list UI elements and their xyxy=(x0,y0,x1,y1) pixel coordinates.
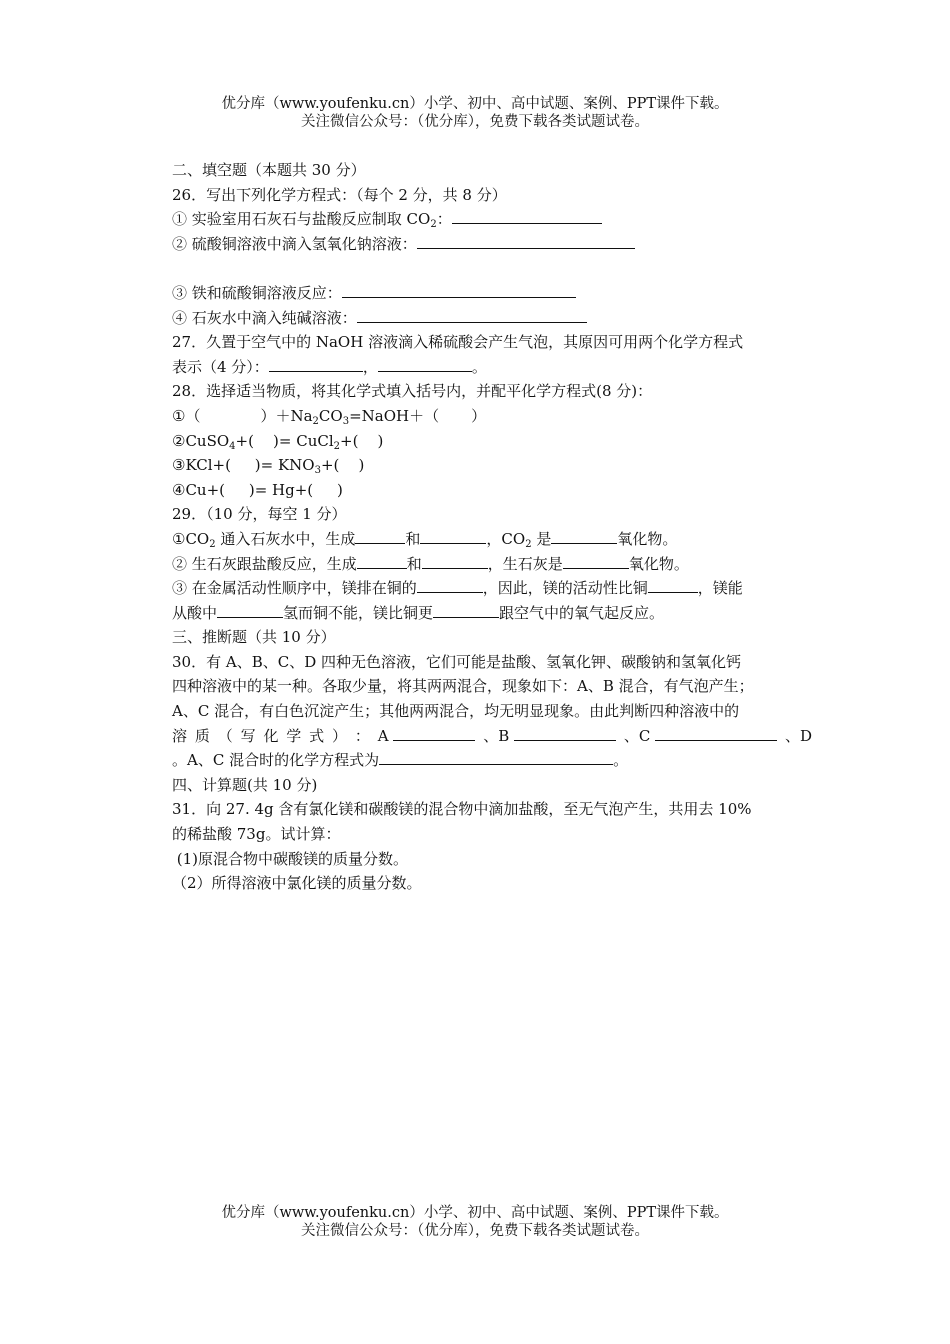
q29-text: ，因此，镁的活动性比铜 xyxy=(482,579,648,598)
q30-text: 。 xyxy=(613,751,629,770)
q31-part-1: (1)原混合物中碳酸镁的质量分数。 xyxy=(172,849,409,868)
q30-char: 学 xyxy=(286,726,302,745)
q26-stem: 26．写出下列化学方程式：（每个 2 分，共 8 分） xyxy=(172,185,507,204)
q27-line-2-text: 表示（4 分）： xyxy=(172,357,269,376)
q29-text: 和 xyxy=(406,554,422,573)
spacer xyxy=(172,256,812,281)
q30-line-2: 四种溶液中的某一种。各取少量，将其两两混合，现象如下：A、B 混合，有气泡产生； xyxy=(172,677,754,696)
page-footer xyxy=(0,1204,950,1240)
q29-line-2 xyxy=(172,552,812,577)
eq-text: ②CuSO xyxy=(172,431,230,450)
q31-part-2: （2）所得溶液中氯化镁的质量分数。 xyxy=(172,874,422,893)
q29-line-4 xyxy=(172,601,812,626)
section-2-title: 二、填空题（本题共 30 分） xyxy=(172,161,366,179)
eq-text: ①（ xyxy=(172,406,201,425)
header-line-1: 优分库（www.youfenku.cn）小学、初中、高中试题、案例、PPT课件下载。 xyxy=(221,96,729,112)
answer-blank[interactable] xyxy=(422,553,488,569)
q30-char: （ xyxy=(217,726,233,745)
q30-label-d: 、D xyxy=(784,726,812,745)
q29-text: 是 xyxy=(531,529,552,548)
eq-text: ）＋Na xyxy=(260,406,313,425)
q29-stem: 29．（10 分，每空 1 分） xyxy=(172,505,347,524)
q30-line-5 xyxy=(172,748,812,773)
answer-blank[interactable] xyxy=(563,553,629,569)
q30-char: 质 xyxy=(194,726,210,745)
q29-text: ①CO xyxy=(172,529,210,548)
q30-char: 写 xyxy=(240,726,256,745)
answer-blank[interactable] xyxy=(342,282,576,298)
q31-line-1: 31．向 27. 4g 含有氯化镁和碳酸镁的混合物中滴加盐酸，至无气泡产生，共用去 10% xyxy=(172,800,752,819)
q29-sub: 2 xyxy=(209,538,216,550)
q30-line-4 xyxy=(172,724,812,749)
q27-line-2 xyxy=(172,355,812,380)
q30-answer-c xyxy=(624,724,777,749)
answer-blank[interactable] xyxy=(417,577,483,593)
q30-line-3: A、C 混合，有白色沉淀产生；其他两两混合，均无明显现象。由此判断四种溶液中的 xyxy=(172,702,740,721)
answer-blank[interactable] xyxy=(379,749,613,765)
q29-text: 和 xyxy=(405,529,421,548)
answer-blank[interactable] xyxy=(357,307,587,323)
q29-text: 通入石灰水中，生成 xyxy=(215,529,356,548)
section-3-title: 三、推断题（共 10 分） xyxy=(172,628,336,647)
q28-stem: 28．选择适当物质，将其化学式填入括号内，并配平化学方程式(8 分)： xyxy=(172,382,653,401)
q29-line-3 xyxy=(172,576,812,601)
q29-text: ② 生石灰跟盐酸反应，生成 xyxy=(172,554,357,573)
eq-sub: 2 xyxy=(312,415,319,427)
answer-blank[interactable] xyxy=(655,725,777,741)
q30-label-b: 、B xyxy=(483,726,510,745)
q26-item-1-text: ① 实验室用石灰石与盐酸反应制取 CO xyxy=(172,210,431,229)
eq-text: ③KCl+( )= KNO xyxy=(172,456,315,475)
q26-item-4-text: ④ 石灰水中滴入纯碱溶液： xyxy=(172,308,357,327)
eq-text: CO xyxy=(318,406,343,425)
q26-item-3-text: ③ 铁和硫酸铜溶液反应： xyxy=(172,283,342,302)
footer-line-2: 关注微信公众号：（优分库），免费下载各类试题试卷。 xyxy=(301,1223,649,1239)
q27-sep: ， xyxy=(362,357,378,376)
q30-char: 化 xyxy=(263,726,279,745)
q30-char: ： xyxy=(354,726,370,745)
q29-text: ，生石灰是 xyxy=(487,554,563,573)
eq-sub: 4 xyxy=(229,440,236,452)
q30-label-c: 、C xyxy=(623,726,651,745)
q29-sub: 2 xyxy=(525,538,532,550)
q30-char: 式 xyxy=(309,726,325,745)
exam-content xyxy=(172,158,812,896)
q29-line-1 xyxy=(172,527,812,552)
q30-char: 溶 xyxy=(172,726,188,745)
eq-text: +( ) xyxy=(320,456,365,475)
q30-text: 。A、C 混合时的化学方程式为 xyxy=(172,751,380,770)
q29-text: ，镁能 xyxy=(697,579,743,598)
q27-end: 。 xyxy=(471,357,487,376)
answer-blank[interactable] xyxy=(433,602,499,618)
q26-item-1-end: ： xyxy=(436,210,452,229)
q30-label-a: A xyxy=(377,726,389,745)
answer-blank[interactable] xyxy=(551,528,617,544)
answer-blank[interactable] xyxy=(393,725,475,741)
q28-equation-1 xyxy=(172,404,812,429)
q29-text: 氧化物。 xyxy=(617,529,678,548)
eq-text: =NaOH＋（ xyxy=(349,406,440,425)
q29-text: ③ 在金属活动性顺序中，镁排在铜的 xyxy=(172,579,417,598)
q30-answer-a xyxy=(378,724,476,749)
q28-equation-3 xyxy=(172,453,812,478)
q26-item-2-text: ② 硫酸铜溶液中滴入氢氧化钠溶液： xyxy=(172,234,417,253)
answer-blank[interactable] xyxy=(378,356,472,372)
q29-text: 跟空气中的氧气起反应。 xyxy=(499,603,665,622)
answer-blank[interactable] xyxy=(269,356,363,372)
eq-sub: 3 xyxy=(342,415,350,427)
eq-sub: 2 xyxy=(333,440,341,452)
header-line-2: 关注微信公众号：（优分库），免费下载各类试题试卷。 xyxy=(301,114,649,130)
q30-answer-b xyxy=(483,724,616,749)
q29-text: 从酸中 xyxy=(172,603,218,622)
q28-equation-2 xyxy=(172,429,812,454)
eq-sub: 3 xyxy=(314,465,321,477)
q29-text: ，CO xyxy=(486,529,526,548)
q31-line-2: 的稀盐酸 73g。试计算： xyxy=(172,825,341,844)
eq-text: ） xyxy=(471,406,487,425)
q26-item-3 xyxy=(172,281,812,306)
answer-blank[interactable] xyxy=(355,528,405,544)
page-header xyxy=(0,95,950,131)
q30-char: ） xyxy=(332,726,348,745)
answer-blank[interactable] xyxy=(217,602,283,618)
q29-text: 氧化物。 xyxy=(628,554,689,573)
section-4-title: 四、计算题(共 10 分) xyxy=(172,775,318,794)
q30-line-1: 30．有 A、B、C、D 四种无色溶液，它们可能是盐酸、氢氧化钾、碳酸钠和氢氧化钙 xyxy=(172,652,741,671)
footer-line-1: 优分库（www.youfenku.cn）小学、初中、高中试题、案例、PPT课件下载。 xyxy=(221,1205,729,1221)
answer-blank[interactable] xyxy=(420,528,486,544)
eq-text: +( )= CuCl xyxy=(235,431,334,450)
answer-blank[interactable] xyxy=(514,725,616,741)
answer-blank[interactable] xyxy=(452,208,602,224)
q26-item-1-sub: 2 xyxy=(430,219,437,231)
q28-equation-4: ④Cu+( )= Hg+( ) xyxy=(172,480,343,499)
q26-item-1 xyxy=(172,207,812,232)
q29-text: 氢而铜不能，镁比铜更 xyxy=(283,603,434,622)
answer-blank[interactable] xyxy=(357,553,407,569)
answer-blank[interactable] xyxy=(417,233,635,249)
q27-line-1: 27．久置于空气中的 NaOH 溶液滴入稀硫酸会产生气泡，其原因可用两个化学方程式 xyxy=(172,333,744,352)
eq-text: +( ) xyxy=(340,431,384,450)
q26-item-2 xyxy=(172,232,812,257)
answer-blank[interactable] xyxy=(648,577,698,593)
q26-item-4 xyxy=(172,306,812,331)
